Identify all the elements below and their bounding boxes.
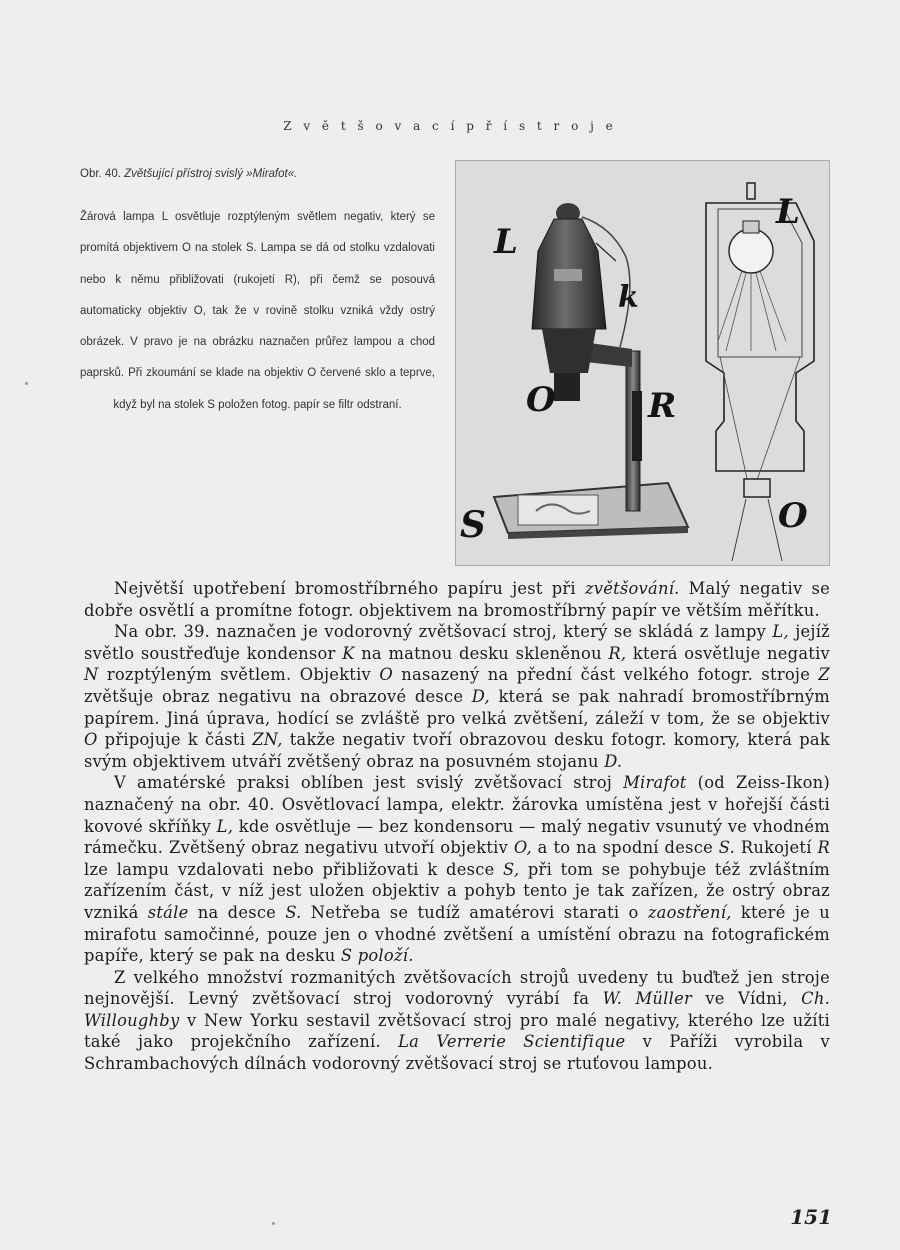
- caption-title: [80, 168, 435, 180]
- body-italic-run: L,: [216, 816, 234, 836]
- body-text-run: které je u mirafotu samočinné, pouze jen o vhodné zvětšení a umístění obrazu na fotografickém papíře, který se pak na desku: [84, 902, 830, 966]
- body-italic-run: Z: [818, 665, 830, 685]
- body-italic-run: D,: [471, 686, 490, 706]
- body-text-run: připojuje k části: [97, 730, 253, 750]
- body-italic-run: S.: [285, 902, 302, 922]
- paper-speck: [272, 1222, 275, 1225]
- body-text-run: Na obr. 39. naznačen je vodorovný zvětšovací stroj, který se skládá z lampy: [114, 622, 773, 642]
- body-text-run: Největší upotřebení bromostříbrného papíru jest při: [114, 579, 585, 598]
- enlarger-figure: [455, 160, 830, 566]
- body-text-run: Malý negativ se dobře osvětlí a promítne fotogr. objektivem na bromostříbrný papír ve větším měřítku.: [84, 579, 830, 620]
- body-italic-run: S.: [718, 838, 736, 858]
- caption-body: Žárová lampa L osvětluje rozptýleným světlem negativ, který se promítá objektivem O na stolek S. Lampa se dá od stolku vzdalovati nebo k němu přibližovati (rukojetí R), při čemž se posouvá automaticky objektiv O, tak že v rovině stolku vzniká vždy ostrý obrázek. V pravo je na obrázku naznačen průřez lampou a chod paprsků. Při zkoumání se klade na objektiv O červené sklo a teprve, když byl na stolek S položen fotog. papír se filtr odstraní.: [80, 211, 435, 411]
- body-text-run: v Paříži vyrobila v Schrambachových dílnách vodorovný zvětšovací stroj se rtuťovou lampou.: [84, 1032, 830, 1074]
- body-paragraph: [84, 772, 830, 966]
- page-number: 151: [790, 1205, 832, 1229]
- body-paragraph: [84, 578, 830, 621]
- body-italic-run: Mirafot: [623, 773, 687, 793]
- body-text-run: Rukojetí: [735, 838, 818, 858]
- body-text-run: lze lampu vzdalovati nebo přibližovati k desce: [84, 859, 504, 879]
- body-text: [84, 578, 830, 1075]
- body-text-run: ve Vídni,: [692, 989, 802, 1009]
- body-text-run: zvětšuje obraz negativu na obrazové desce: [84, 686, 472, 706]
- figure-caption: [80, 168, 435, 421]
- figure-label-S: S: [460, 504, 486, 546]
- body-italic-run: O,: [513, 838, 532, 858]
- body-text-run: takže negativ tvoří obrazovou desku fotogr. komory, která pak svým objektivem utváří zvětšený obraz na posuvném stojanu: [84, 730, 830, 771]
- figure-label-R: R: [648, 386, 677, 426]
- body-text-run: v New Yorku sestavil zvětšovací stroj pro malé negativy, kterého lze užíti také jako projekčního zařízení.: [84, 1010, 830, 1052]
- figure-label-O-right: O: [778, 496, 808, 536]
- body-italic-run: W. Müller: [602, 989, 693, 1009]
- figure-label-L-left: L: [494, 222, 518, 262]
- enlarger-illustration: [456, 161, 829, 565]
- body-text-run: (od Zeiss-Ikon) naznačený na obr. 40. Osvětlovací lampa, elektr. žárovka umístěna jest v hořejší části kovové skříňky: [84, 773, 830, 836]
- body-italic-run: S položí.: [340, 946, 414, 966]
- body-text-run: Z velkého množství rozmanitých zvětšovacích strojů uvedeny tu buďtež jen stroje nejnovější. Levný zvětšovací stroj vodorovný vyrábí fa: [84, 967, 830, 1009]
- body-italic-run: R: [817, 838, 830, 858]
- body-paragraph: [84, 621, 830, 772]
- figure-label-O-left: O: [526, 380, 556, 420]
- body-italic-run: Ch. Willoughby: [84, 989, 830, 1030]
- body-italic-run: R,: [608, 643, 627, 663]
- body-paragraph: [84, 967, 830, 1075]
- body-italic-run: stále: [147, 902, 189, 922]
- body-text-run: která osvětluje negativ: [626, 643, 830, 663]
- body-text-run: Netřeba se tudíž amatérovi starati o: [301, 902, 648, 922]
- running-head: Z v ě t š o v a c í p ř í s t r o j e: [283, 119, 617, 133]
- caption-figure-number: Obr. 40.: [80, 168, 121, 180]
- paper-speck: [25, 382, 28, 385]
- body-italic-run: N: [84, 665, 99, 685]
- caption-figure-title: Zvětšující přístroj svislý »Mirafot«.: [124, 168, 298, 180]
- body-italic-run: K: [342, 643, 355, 663]
- body-italic-run: L,: [772, 622, 789, 642]
- body-italic-run: O: [379, 665, 393, 685]
- body-italic-run: O: [84, 730, 98, 750]
- body-text-run: při tom se pohybuje též zvláštním zařízením část, v níž jest uložen objektiv a pohyb tento je tak zařízen, že ostrý obraz vzniká: [84, 859, 830, 922]
- body-italic-run: D.: [604, 751, 623, 771]
- figure-label-L-right: L: [776, 192, 800, 232]
- body-text-run: rozptýleným světlem. Objektiv: [98, 665, 380, 685]
- body-italic-run: ZN,: [252, 730, 283, 750]
- body-text-run: na matnou desku skleněnou: [354, 643, 609, 663]
- body-italic-run: S,: [503, 859, 520, 879]
- body-italic-run: La Verrerie Scientifique: [398, 1032, 626, 1052]
- body-text-run: na desce: [188, 902, 286, 922]
- body-text-run: nasazený na přední část velkého fotogr. stroje: [392, 665, 819, 685]
- body-text-run: která se pak nahradí bromostříbrným papírem. Jiná úprava, hodící se zvláště pro velká zvětšení, záleží v tom, že se objektiv: [84, 686, 830, 728]
- figure-label-k: k: [618, 280, 639, 315]
- body-italic-run: zvětšování.: [584, 579, 680, 598]
- body-text-run: kde osvětluje — bez kondensoru — malý negativ vsunutý ve vhodném rámečku. Zvětšený obraz negativu utvoří objektiv: [84, 816, 830, 858]
- body-text-run: V amatérské praksi oblíben jest svislý zvětšovací stroj: [114, 773, 624, 793]
- body-text-run: a to na spodní desce: [531, 838, 719, 858]
- body-text-run: jejíž světlo soustřeďuje kondensor: [84, 622, 830, 663]
- body-italic-run: zaostření,: [647, 902, 732, 922]
